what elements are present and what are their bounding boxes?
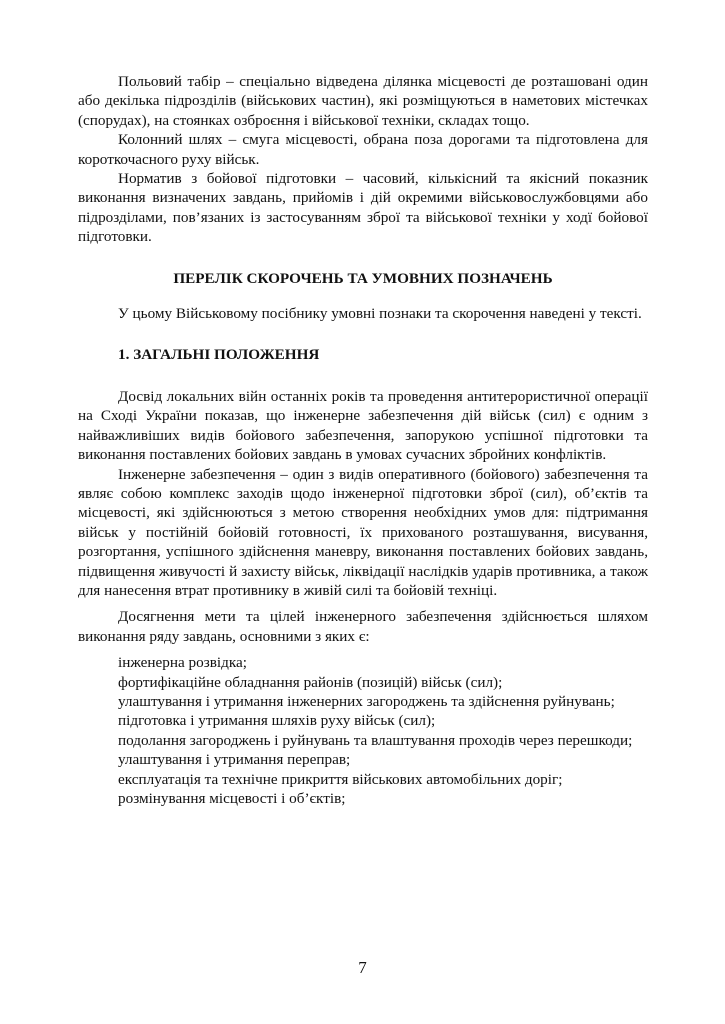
list-item: інженерна розвідка;: [118, 654, 247, 672]
list-item: експлуатація та технічне прикриття військових автомобільних доріг;: [118, 770, 563, 788]
page-number: 7: [358, 958, 367, 977]
list-item: улаштування і утримання переправ;: [118, 751, 351, 769]
list-item: підготовка і утримання шляхів руху військ (сил);: [118, 712, 436, 730]
definition-column-route: Колонний шлях – смуга місцевості, обрана поза дорогами та підготовлена для короткочасного руху військ.: [78, 131, 648, 168]
section-1-paragraph-engineering-support: Інженерне забезпечення – один з видів оперативного (бойового) забезпечення та являє собою комплекс заходів щодо інженерної підготовки зброї (сил), об’єктів та місцевості, які здійснюються з метою створення необхідних умов для: підтримання військ у постійній бойовій готовності, їх прихованого розташування, висування, розгортання, успішного здійснення маневру, виконання поставлених бойових завдань, підвищення живучості й захисту військ, ліквідації наслідків ударів противника, а також для нанесення втрат противнику в живій силі та бойовій техніці.: [78, 465, 648, 599]
section-1-paragraph-tasks-intro: Досягнення мети та цілей інженерного забезпечення здійснюється шляхом виконання ряду завдань, основними з яких є:: [78, 608, 648, 645]
document-page: [78, 72, 648, 808]
definition-field-camp: Польовий табір – спеціально відведена ділянка місцевості де розташовані один або декілька підрозділів (військових частин), які розміщуються в наметових містечках (спорудах), на стоянках озброєння і військової техніки, складах тощо.: [78, 73, 648, 129]
definition-training-standard: Норматив з бойової підготовки – часовий, кількісний та якісний показник виконання визначених завдань, прийомів і дій окремими військовослужбовцями або підрозділами, пов’язаних із застосуванням зброї та військової техніки у ходї бойової підготовки.: [78, 170, 648, 246]
engineering-tasks-list: [78, 653, 648, 808]
list-item: подолання загороджень і руйнувань та влаштування проходів через перешкоди;: [118, 731, 633, 749]
list-item: розмінування місцевості і об’єктів;: [118, 790, 346, 807]
abbreviations-heading: ПЕРЕЛІК СКОРОЧЕНЬ ТА УМОВНИХ ПОЗНАЧЕНЬ: [173, 269, 553, 287]
abbreviations-text: У цьому Військовому посібнику умовні познаки та скорочення наведені у тексті.: [118, 305, 642, 323]
list-item: фортифікаційне обладнання районів (позицій) військ (сил);: [118, 673, 503, 691]
section-1-heading: 1. ЗАГАЛЬНІ ПОЛОЖЕННЯ: [118, 346, 320, 364]
list-item: улаштування і утримання інженерних загороджень та здійснення руйнувань;: [118, 692, 615, 710]
section-1-paragraph-experience: Досвід локальних війн останніх років та проведення антитерористичної операції на Сході України показав, що інженерне забезпечення дій військ (сил) є одним з найважливіших видів бойового забезпечення, запорукою успішної підготовки та виконання поставлених бойових завдань в умовах сучасних збройних конфліктів.: [78, 387, 648, 464]
